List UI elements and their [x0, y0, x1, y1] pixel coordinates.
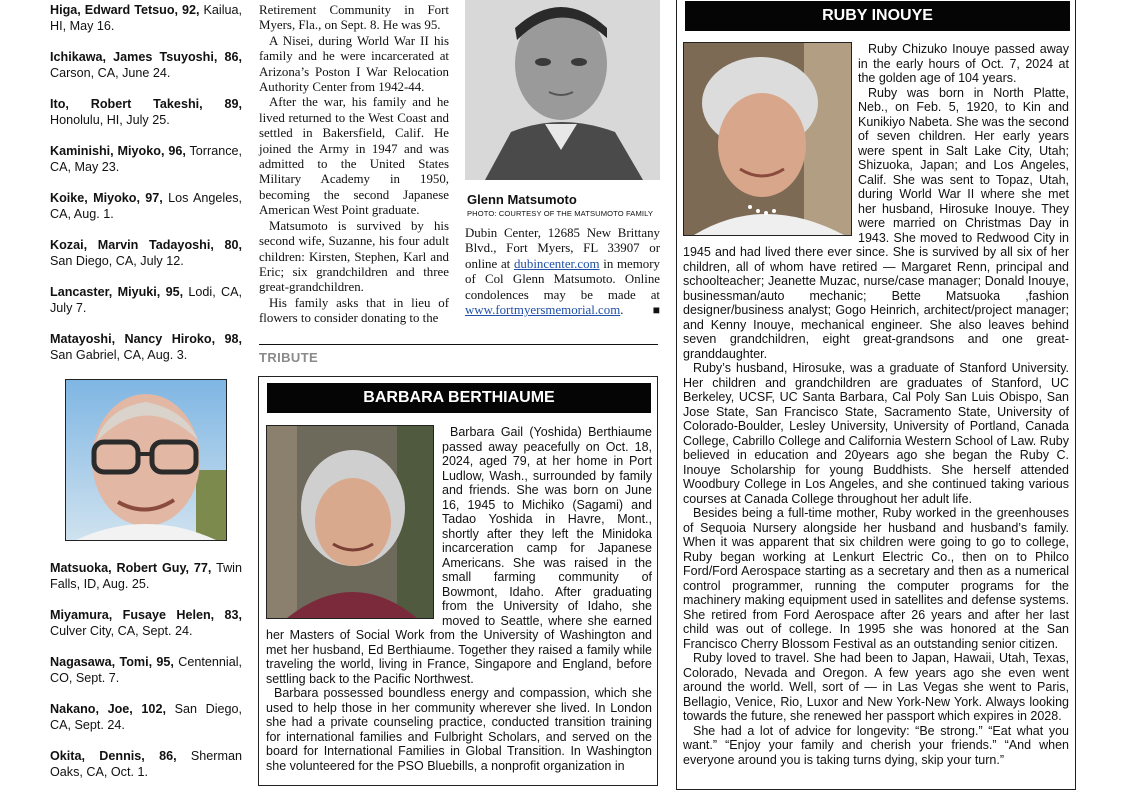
entry-details: Twin Falls, ID, Aug. 25. — [50, 561, 242, 591]
entry-details: Culver City, CA, Sept. 24. — [50, 623, 193, 638]
ruby-banner: RUBY INOUYE — [685, 1, 1070, 31]
obituary-list-bottom — [50, 561, 242, 780]
paragraph: Matsumoto is survived by his second wife, Suzanne, his four adult children: Kirsten, Stephen, Karl and Eric; six grandchildren and three great-grandchildren. — [259, 218, 449, 295]
ruby-obituary-box — [676, 0, 1076, 790]
ruby-photo — [683, 42, 852, 236]
fortmyersmemorial-link[interactable]: www.fortmyersmemorial.com — [465, 303, 621, 318]
glenn-matsumoto-photo — [465, 0, 660, 180]
paragraph: She had a lot of advice for longevity: “Be strong.” “Eat what you want.” “Enjoy your family and cherish your friends.” “And when everyone around you is taking turns dying, skip your turn.” — [683, 723, 1069, 767]
paragraph: Ruby was born in North Platte, Neb., on Feb. 5, 1920, to Kin and Kunikiyo Nabeta. She was the second of seven children. Her early years were spent in Salt Lake City, Utah; Shizuoka, Japan; and Los Angeles, Calif. She was sent to Topaz, Utah, during World War II where she met her husband, Hirosuke Inouye. They were married on Christmas Day in 1943. She moved to Redwood City in 1945 and had lived there ever since. She is survived by all six of her children, all of whom have retired — Margaret Renn, principal and schoolteacher; Jeanette Muzac, nurse/case manager; Donald Inouye, businessman/auto mechanic; Bette Matsuoka ,fashion designer/business analyst; Gogo Heinrich, architect/project manager; and Kenny Inouye, mechanical engineer. She also leaves behind seven grandchildren, eight great-grandsons and one great-granddaughter. — [683, 85, 1069, 361]
entry-name: Ichikawa, James Tsuyoshi, 86, — [50, 50, 242, 64]
obituary-list-entry — [50, 332, 242, 363]
entry-details: Honolulu, HI, July 25. — [50, 112, 170, 127]
paragraph: After the war, his family and he lived returned to the West Coast and settled in Bakersfield, Calif. He joined the Army in 1947 and was admitted to the United States Military Academy in 1950, becoming the second Japanese American West Point graduate. — [259, 95, 449, 218]
ending-text-2: in memory of Col Glenn Matsumoto. Online condolences may be made at — [465, 256, 660, 302]
barbara-banner: BARBARA BERTHIAUME — [267, 383, 651, 413]
entry-name: Matsuoka, Robert Guy, 77, — [50, 561, 212, 575]
obituary-list-entry — [50, 144, 242, 175]
entry-details: Centennial, CO, Sept. 7. — [50, 655, 242, 685]
entry-details: San Gabriel, CA, Aug. 3. — [50, 347, 188, 362]
paragraph: Barbara Gail (Yoshida) Berthiaume passed away peacefully on Oct. 18, 2024, aged 79, at her home in Port Ludlow, Wash., surrounded by family and friends. She was born on June 16, 1945 to Michiko (Sagami) and Tadao Yoshida in Havre, Mont., shortly after they left the Minidoka incarceration camp for Japanese Americans. She was raised in the small farming community of Bowmont, Idaho. After graduating from the University of Idaho, she moved to Seattle, where she earned her Masters of Social Work from the University of Washington and met her husband, Ed Berthiaume. Together they raised a family while traveling the world, living in France, Singapore and England, before settling back to the Pacific Northwest. — [266, 425, 652, 686]
dubincenter-link[interactable]: dubincenter.com — [513, 256, 600, 271]
obituary-list-entry — [50, 749, 242, 780]
matsumoto-obituary-text — [259, 3, 449, 327]
entry-details: Torrance, CA, May 23. — [50, 144, 242, 174]
obituary-list-entry — [50, 285, 242, 316]
barbara-tribute-box — [258, 376, 658, 786]
obituary-photo-man — [65, 379, 227, 541]
obituary-list-entry — [50, 561, 242, 592]
obituary-list-column — [50, 0, 242, 796]
paragraph: His family asks that in lieu of flowers to consider donating to the — [259, 295, 449, 326]
entry-name: Matayoshi, Nancy Hiroko, 98, — [50, 332, 242, 346]
tribute-label: TRIBUTE — [259, 350, 319, 365]
obituary-list-entry — [50, 3, 242, 34]
obituary-list-entry — [50, 702, 242, 733]
obituary-list-entry — [50, 97, 242, 128]
paragraph: Ruby Chizuko Inouye passed away in the early hours of Oct. 7, 2024 at the golden age of 104 years. — [858, 42, 1069, 85]
entry-name: Nagasawa, Tomi, 95, — [50, 655, 174, 669]
matsumoto-obituary-ending — [465, 226, 660, 318]
entry-details: San Diego, CA, July 12. — [50, 253, 184, 268]
entry-name: Kaminishi, Miyoko, 96, — [50, 144, 186, 158]
ruby-text — [683, 42, 1069, 767]
paragraph: Ruby’s husband, Hirosuke, was a graduate of Stanford University. Her children and grandchildren are graduates of Stanford, UC Berkeley, UCSF, UC Santa Barbara, Cal Poly San Luis Obispo, San Jose State, San Francisco State, Sacramento State, University of Colorado-Boulder, Lesley University, University of Portland, Canada College, Cabrillo College and California Western School of Law. Ruby believed in education and 20years ago she began the Ruby C. Inouye Scholarship for young Buddhists. She herself attended Woodbury College in Los Angeles, and she continued taking various courses at Canada College throughout her adult life. — [683, 361, 1069, 506]
ending-text-3: . — [620, 303, 624, 318]
paragraph: A Nisei, during World War II his family and he were incarcerated at Arizona’s Poston I War Relocation Authority Center from 1942-44. — [259, 33, 449, 95]
photo-caption-name: Glenn Matsumoto — [467, 192, 577, 207]
entry-name: Miyamura, Fusaye Helen, 83, — [50, 608, 242, 622]
ending-text-1: Dubin Center, 12685 New Brittany Blvd., Fort Myers, FL 33907 or online at — [465, 226, 660, 271]
entry-details: Kailua, HI, May 16. — [50, 3, 243, 33]
paragraph: Ruby loved to travel. She had been to Japan, Hawaii, Utah, Texas, Colorado, Nevada and Oregon. A few years ago she even went around the world. Well, sort of — in Las Vegas she went to Paris, Bellagio, Venice, Rio, Luxor and New York-New York. Always looking towards the future, she renewed her passport which expires in 2028. — [683, 651, 1069, 723]
entry-details: Los Angeles, CA, Aug. 1. — [50, 191, 242, 221]
obituary-list-entry — [50, 50, 242, 81]
photo-caption-credit: PHOTO: COURTESY OF THE MATSUMOTO FAMILY — [467, 209, 654, 218]
entry-details: San Diego, CA, Sept. 24. — [50, 702, 243, 732]
end-mark: ■ — [652, 303, 660, 318]
obituary-list-entry — [50, 608, 242, 639]
entry-name: Higa, Edward Tetsuo, 92, — [50, 3, 200, 17]
paragraph: Besides being a full-time mother, Ruby worked in the greenhouses of Sequoia Nursery alongside her husband and husband’s family. When it was apparent that six children were going to go to college, Ruby began working at Lenkurt Electric Co., then on to Philco Ford/Ford Aerospace starting as a secretary and then as a numerical control programmer, running the computer programs for the machinery making equipment used in satellites and defense systems. She retired from Ford Aerospace after 26 years and after her last child was out of college. In 1995 she was honored at the San Francisco Cherry Blossom Festival as an outstanding senior citizen. — [683, 506, 1069, 651]
obituary-list-entry — [50, 191, 242, 222]
obituary-list-top — [50, 3, 242, 363]
entry-name: Kozai, Marvin Tadayoshi, 80, — [50, 238, 242, 252]
barbara-photo — [266, 425, 434, 619]
matsumoto-photo-column — [465, 0, 660, 318]
entry-name: Ito, Robert Takeshi, 89, — [50, 97, 242, 111]
barbara-text — [266, 425, 652, 773]
obituary-list-entry — [50, 655, 242, 686]
tribute-divider — [259, 344, 658, 345]
entry-details: Sherman Oaks, CA, Oct. 1. — [50, 749, 242, 779]
obituary-list-entry — [50, 238, 242, 269]
entry-name: Nakano, Joe, 102, — [50, 702, 166, 716]
entry-name: Lancaster, Miyuki, 95, — [50, 285, 184, 299]
entry-name: Koike, Miyoko, 97, — [50, 191, 163, 205]
entry-details: Lodi, CA, July 7. — [50, 285, 242, 315]
entry-details: Carson, CA, June 24. — [50, 65, 171, 80]
paragraph: Retirement Community in Fort Myers, Fla., on Sept. 8. He was 95. — [259, 3, 449, 33]
paragraph: Barbara possessed boundless energy and compassion, which she used to help those in her community wherever she lived. In London she had a private counseling practice, conducted transition training for international families and Fulbright Scholars, and served on the board for International Families in Global Transition. In Washington she volunteered for the PSO Bluebills, a nonprofit organization in — [266, 686, 652, 773]
entry-name: Okita, Dennis, 86, — [50, 749, 177, 763]
